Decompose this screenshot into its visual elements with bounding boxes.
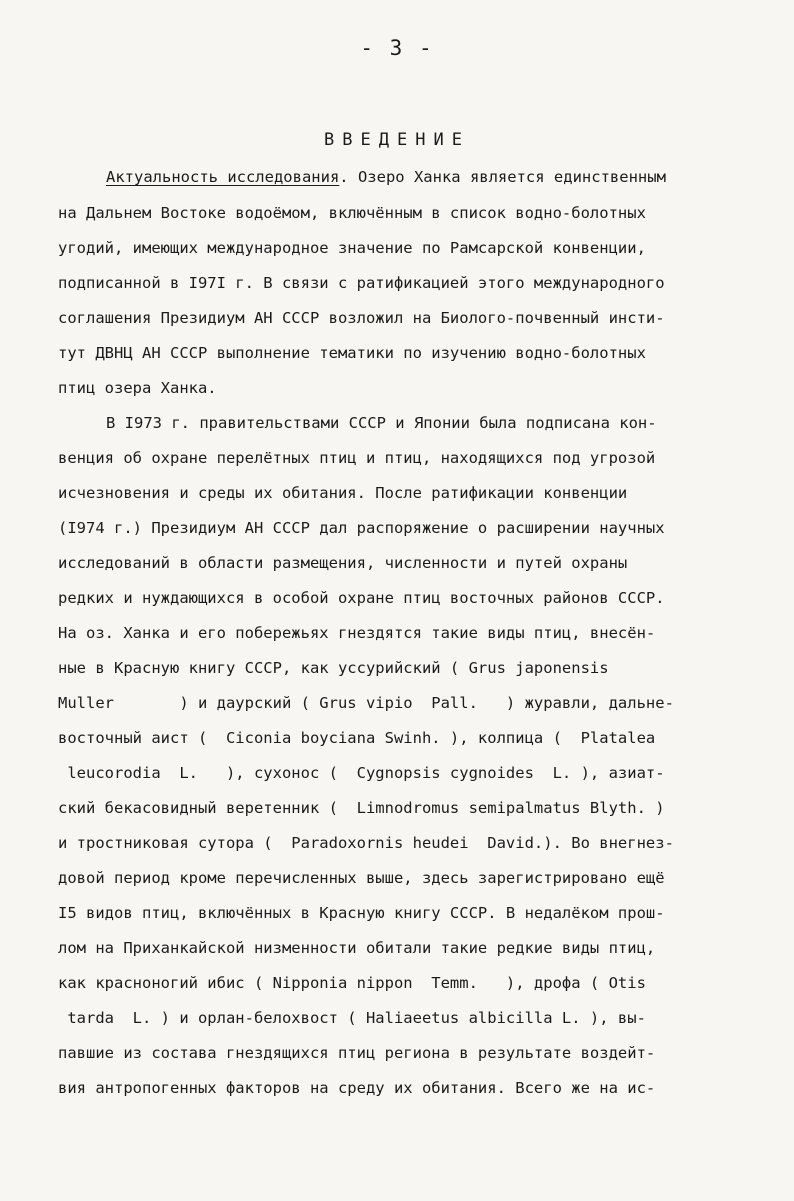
text-line: редких и нуждающихся в особой охране птиц восточных районов СССР. bbox=[58, 589, 665, 607]
text-line: ский бекасовидный веретенник ( Limnodromus semipalmatus Blyth. ) bbox=[58, 799, 665, 817]
text-line: В I973 г. правительствами СССР и Японии была подписана кон- bbox=[106, 414, 657, 432]
text-line: соглашения Президиум АН СССР возложил на Биолого-почвенный инсти- bbox=[58, 309, 665, 327]
text-line: ные в Красную книгу СССР, как уссурийский ( Grus japonensis bbox=[58, 659, 609, 677]
text-line: птиц озера Ханка. bbox=[58, 379, 217, 397]
page-number: - 3 - bbox=[360, 36, 434, 60]
text-line: (I974 г.) Президиум АН СССР дал распоряжение о расширении научных bbox=[58, 519, 665, 537]
text-line: на Дальнем Востоке водоёмом, включённым в список водно-болотных bbox=[58, 204, 646, 222]
text-line: и тростниковая сутора ( Paradoxornis heudei David.). Во внегнез- bbox=[58, 834, 674, 852]
text-line: tarda L. ) и орлан-белохвост ( Haliaeetus albicilla L. ), вы- bbox=[58, 1009, 646, 1027]
text-line: как красноногий ибис ( Nipponia nippon Temm. ), дрофа ( Otis bbox=[58, 974, 646, 992]
text-line: вия антропогенных факторов на среду их обитания. Всего же на ис- bbox=[58, 1079, 656, 1097]
text-line bbox=[106, 162, 666, 192]
text-line: тут ДВНЦ АН СССР выполнение тематики по изучению водно-болотных bbox=[58, 344, 646, 362]
text-line: leucorodia L. ), сухонос ( Cygnopsis cygnoides L. ), азиат- bbox=[58, 764, 665, 782]
text-line: исследований в области размещения, численности и путей охраны bbox=[58, 554, 628, 572]
text-line: подписанной в I97I г. В связи с ратификацией этого международного bbox=[58, 274, 665, 292]
text-line: Muller ) и даурский ( Grus vipio Pall. ) журавли, дальне- bbox=[58, 694, 674, 712]
section-heading: ВВЕДЕНИЕ bbox=[324, 130, 470, 150]
text-line: I5 видов птиц, включённых в Красную книгу СССР. В недалёком прош- bbox=[58, 904, 665, 922]
text-line: угодий, имеющих международное значение по Рамсарской конвенции, bbox=[58, 239, 646, 257]
text-line: лом на Приханкайской низменности обитали такие редкие виды птиц, bbox=[58, 939, 656, 957]
text-line: довой период кроме перечисленных выше, здесь зарегистрировано ещё bbox=[58, 869, 665, 887]
text-line: павшие из состава гнездящихся птиц региона в результате воздейт- bbox=[58, 1044, 656, 1062]
section-subtitle: Актуальность исследования bbox=[106, 168, 340, 186]
text-line-content: . Озеро Ханка является единственным bbox=[339, 168, 666, 186]
text-line: исчезновения и среды их обитания. После ратификации конвенции bbox=[58, 484, 628, 502]
text-line: На оз. Ханка и его побережьях гнездятся такие виды птиц, внесён- bbox=[58, 624, 656, 642]
text-line: венция об охране перелётных птиц и птиц, находящихся под угрозой bbox=[58, 449, 656, 467]
text-line: восточный аист ( Ciconia boyciana Swinh. ), колпица ( Platalea bbox=[58, 729, 656, 747]
